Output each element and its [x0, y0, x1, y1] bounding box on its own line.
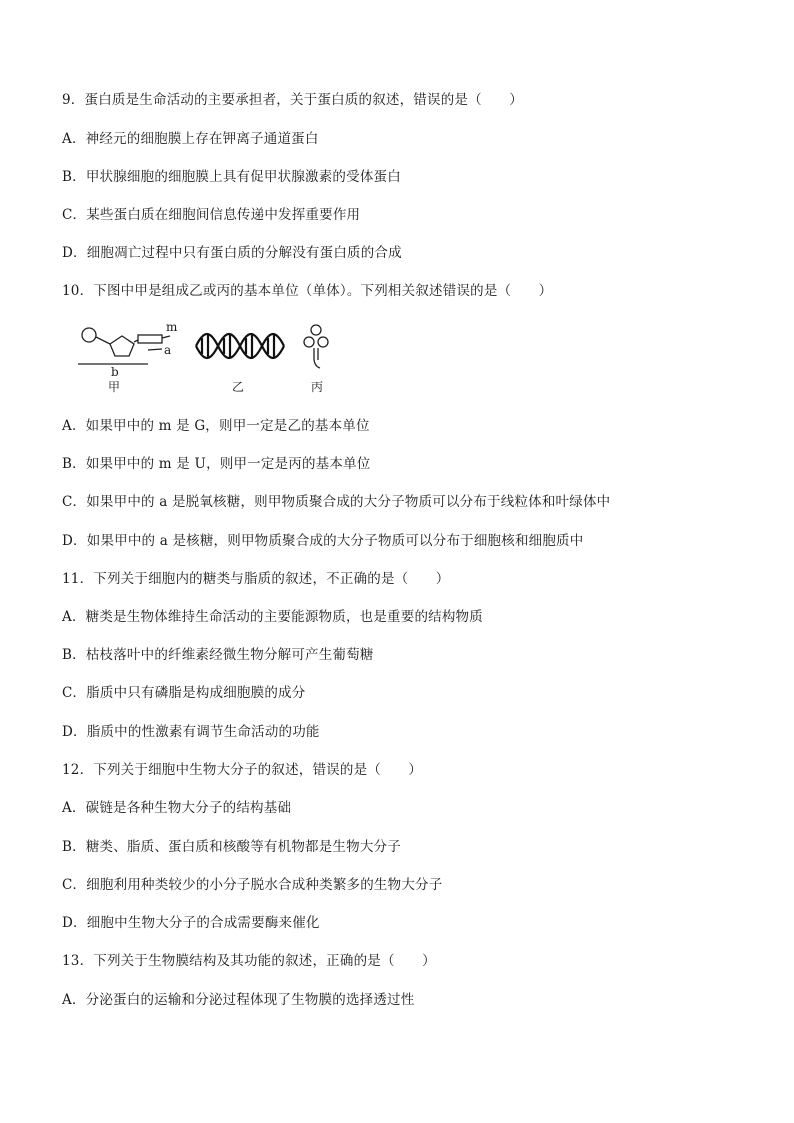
q11-option-d: D．脂质中的性激素有调节生命活动的功能: [62, 724, 320, 740]
label-a: a: [164, 343, 172, 357]
q10-option-b: B．如果甲中的 m 是 U，则甲一定是丙的基本单位: [62, 456, 371, 472]
q9-option-b: B．甲状腺细胞的细胞膜上具有促甲状腺激素的受体蛋白: [62, 169, 401, 185]
q9-option-d: D．细胞凋亡过程中只有蛋白质的分解没有蛋白质的合成: [62, 245, 402, 261]
q9-stem: 9．蛋白质是生命活动的主要承担者，关于蛋白质的叙述，错误的是（ ）: [62, 92, 523, 108]
q12-option-d: D．细胞中生物大分子的合成需要酶来催化: [62, 915, 320, 931]
label-jia: 甲: [108, 380, 121, 394]
dna-helix-shape: [196, 334, 284, 358]
label-m: m: [166, 320, 178, 334]
q10-figure: [78, 322, 348, 398]
q12-stem: 12．下列关于细胞中生物大分子的叙述，错误的是（ ）: [62, 762, 423, 778]
label-b: b: [111, 365, 119, 379]
q10-option-a: A．如果甲中的 m 是 G，则甲一定是乙的基本单位: [62, 418, 370, 434]
nucleotide-shape: [78, 328, 170, 364]
q10-option-d: D．如果甲中的 a 是核糖，则甲物质聚合成的大分子物质可以分布于细胞核和细胞质中: [62, 533, 584, 549]
q12-option-a: A．碳链是各种生物大分子的结构基础: [62, 800, 292, 816]
q13-stem: 13．下列关于生物膜结构及其功能的叙述，正确的是（ ）: [62, 953, 436, 969]
q13-option-a: A．分泌蛋白的运输和分泌过程体现了生物膜的选择透过性: [62, 992, 415, 1008]
q11-option-b: B．枯枝落叶中的纤维素经微生物分解可产生葡萄糖: [62, 647, 374, 663]
q9-option-c: C．某些蛋白质在细胞间信息传递中发挥重要作用: [62, 207, 361, 223]
q12-option-b: B．糖类、脂质、蛋白质和核酸等有机物都是生物大分子: [62, 839, 401, 855]
q11-option-a: A．糖类是生物体维持生命活动的主要能源物质，也是重要的结构物质: [62, 609, 483, 625]
q10-option-c: C．如果甲中的 a 是脱氧核糖，则甲物质聚合成的大分子物质可以分布于线粒体和叶绿体中: [62, 494, 611, 510]
trna-cloverleaf-shape: [304, 325, 328, 368]
label-yi: 乙: [232, 380, 245, 394]
q10-stem: 10．下图中甲是组成乙或丙的基本单位（单体）。下列相关叙述错误的是（ ）: [62, 283, 553, 299]
q11-option-c: C．脂质中只有磷脂是构成细胞膜的成分: [62, 685, 306, 701]
q9-option-a: A．神经元的细胞膜上存在钾离子通道蛋白: [62, 131, 319, 147]
q12-option-c: C．细胞利用种类较少的小分子脱水合成种类繁多的生物大分子: [62, 877, 443, 893]
q11-stem: 11．下列关于细胞内的糖类与脂质的叙述，不正确的是（ ）: [62, 571, 450, 587]
label-bing: 丙: [311, 380, 324, 394]
